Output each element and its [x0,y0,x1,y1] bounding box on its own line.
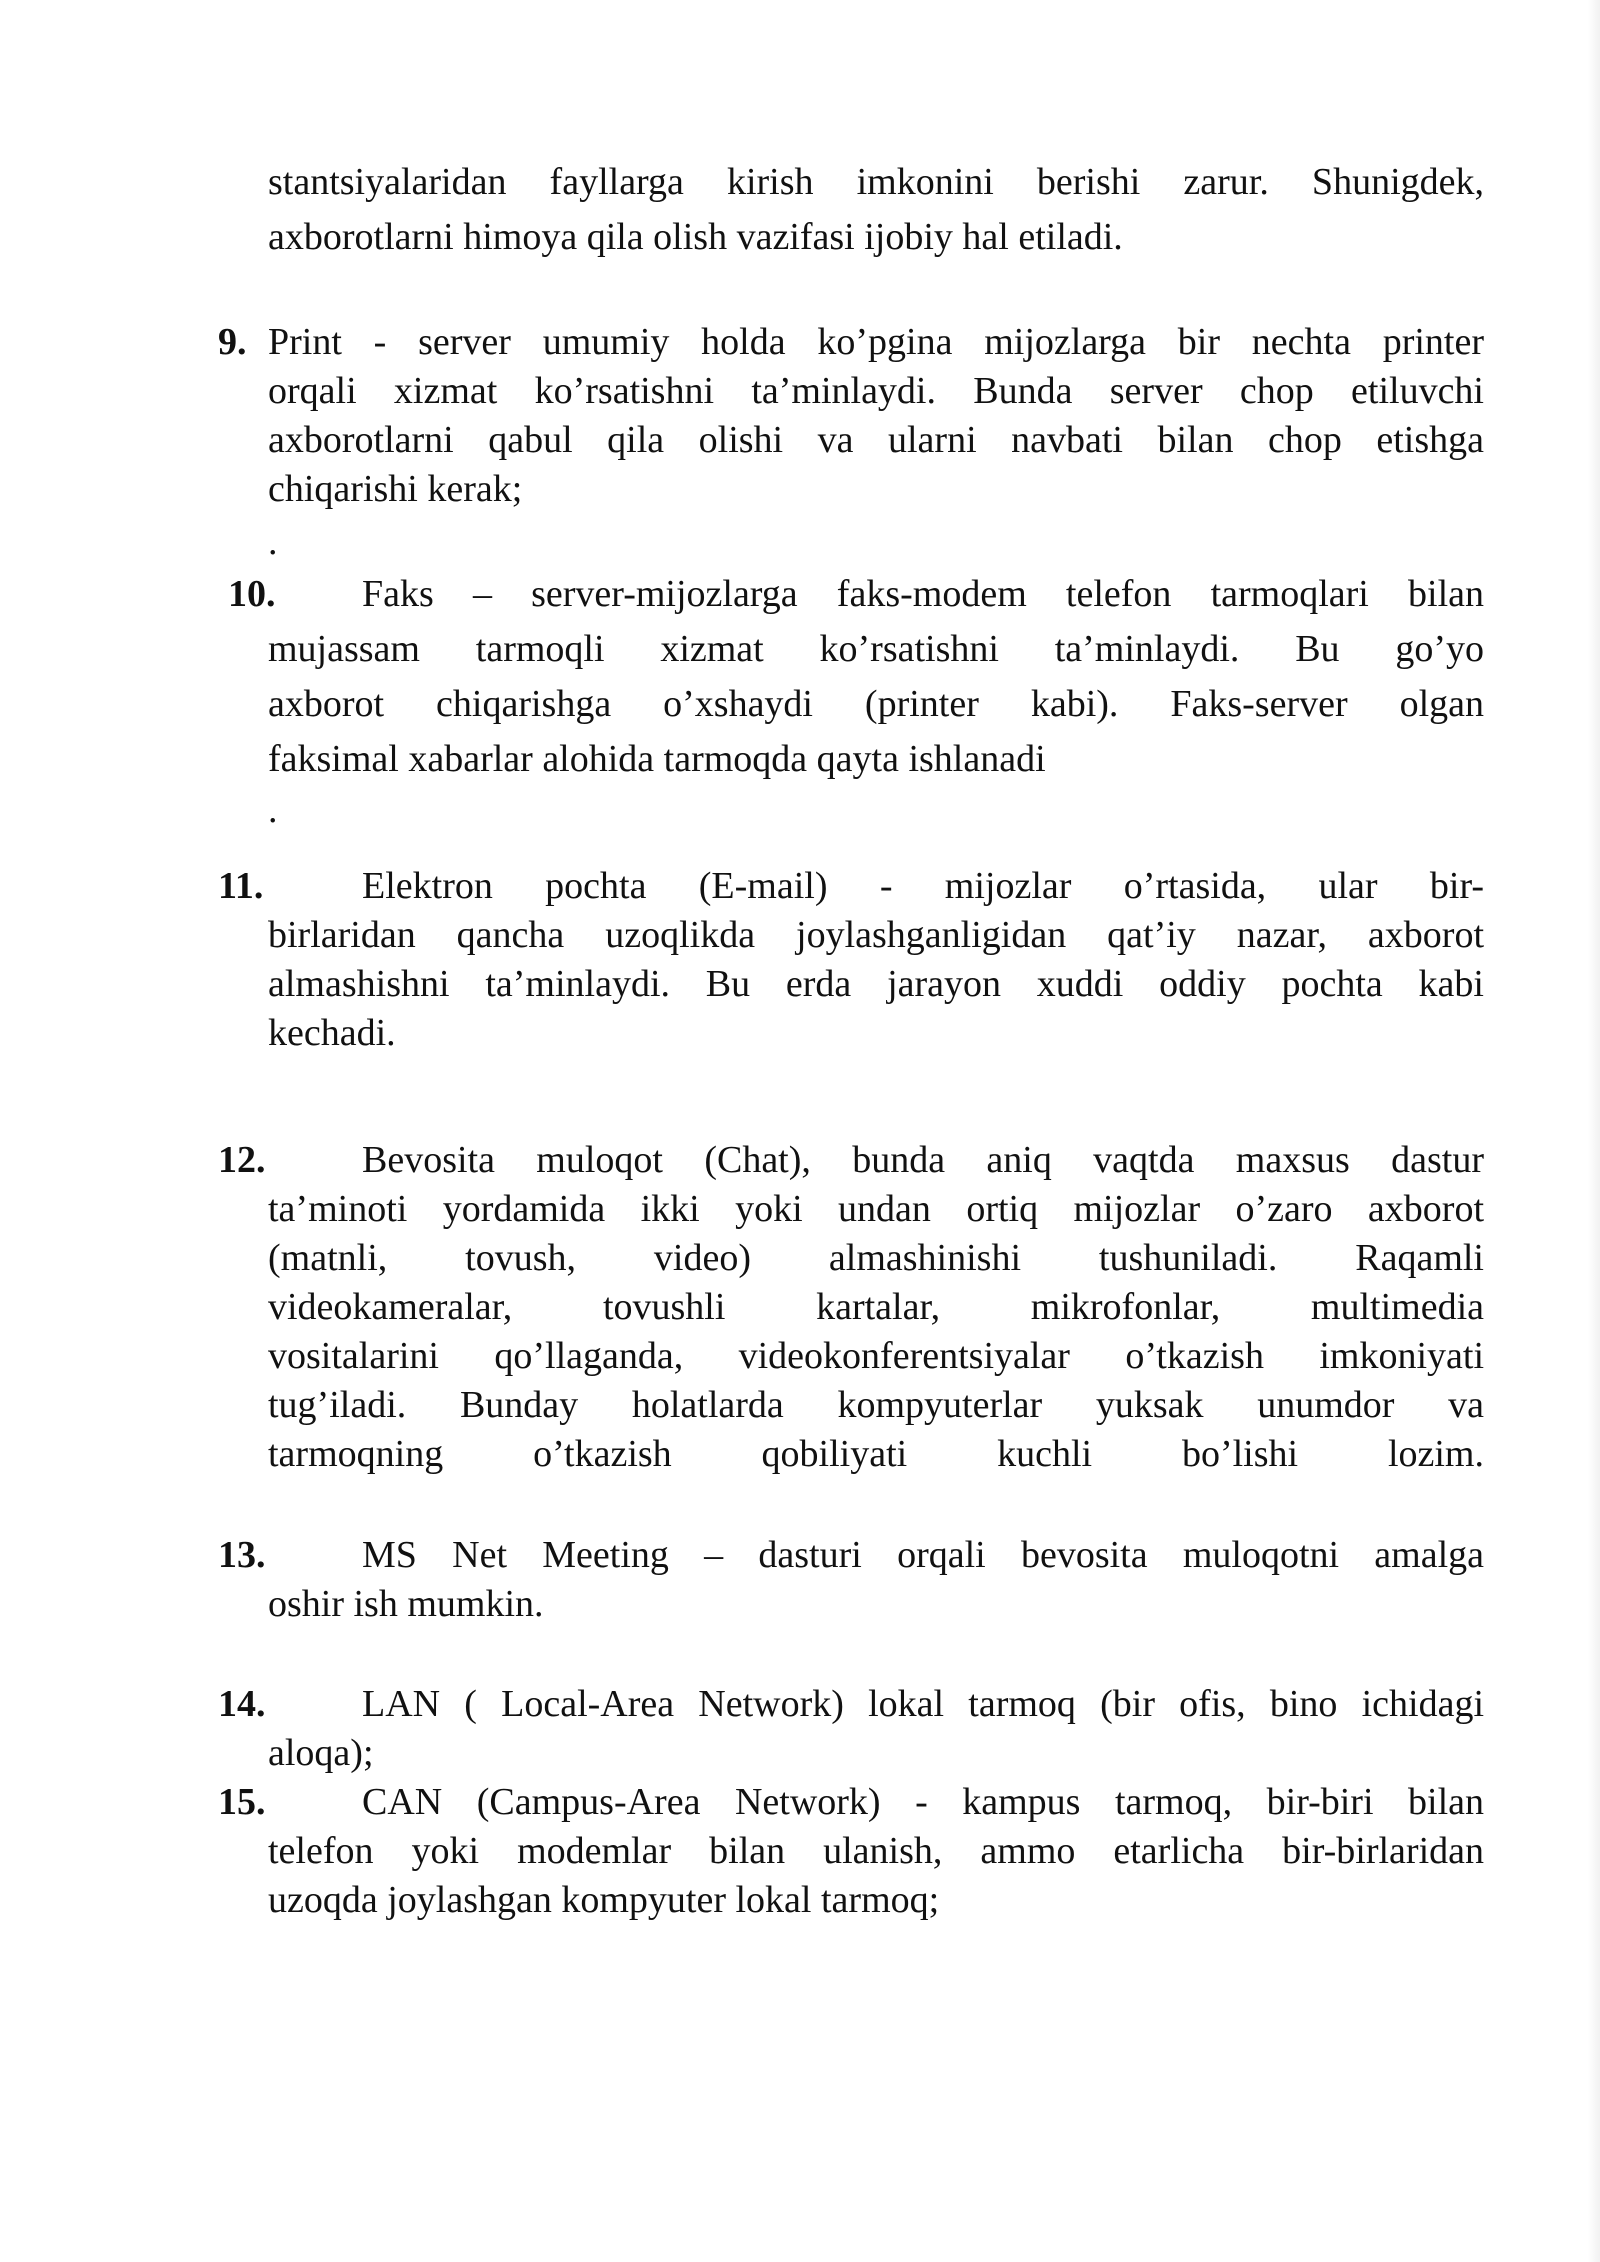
item-9-term: Print - server [268,321,511,363]
item-15-term: CAN [362,1781,443,1823]
item-14-term: LAN [362,1683,441,1725]
item-12-term: Bevosita muloqot (Chat) [362,1139,802,1181]
item-13-term: MS Net Meeting – [362,1534,724,1576]
item-12-line-5: tug’iladi. Bunday holatlarda kompyuterlar yuksak unumdor va [268,1384,1484,1426]
item-12-line-1: ta’minoti yordamida ikki yoki undan ortiq mijozlar o’zaro axborot [268,1188,1484,1230]
item-12-line-4: vositalarini qo’llaganda, videokonferentsiyalar o’tkazish imkoniyati [268,1335,1484,1377]
item-10-dot: . [268,789,278,831]
item-15-line-1: telefon yoki modemlar bilan ulanish, ammo etarlicha bir-birlaridan [268,1830,1484,1872]
item-14-first: ( Local-Area Network) lokal tarmoq (bir ofis, bino ichidagi [464,1683,1484,1725]
item-10-term: Faks – server [362,573,624,615]
item-10-line-2: axborot chiqarishga o’xshaydi (printer kabi). Faks-server olgan [268,683,1484,725]
item-9-number: 9. [218,321,247,363]
item-9-dot: . [268,521,278,563]
page-edge-shadow [1588,0,1600,2262]
item-15-line-2: uzoqda joylashgan kompyuter lokal tarmoq; [268,1879,940,1921]
item-11-heading [362,862,1484,911]
intro-line-2: axborotlarni himoya qila olish vazifasi ijobiy hal etiladi. [268,216,1123,258]
item-13-first: dasturi orqali bevosita muloqotni amalga [758,1534,1485,1576]
item-12-heading [362,1136,1484,1185]
item-13-number: 13. [218,1534,266,1576]
item-13-line-1: oshir ish mumkin. [268,1583,544,1625]
intro-line-1: stantsiyalaridan fayllarga kirish imkonini berishi zarur. Shunigdek, [268,161,1484,203]
item-11-line-1: birlaridan qancha uzoqlikda joylashganligidan qat’iy nazar, axborot [268,914,1484,956]
item-12-line-3: videokameralar, tovushli kartalar, mikrofonlar, multimedia [268,1286,1484,1328]
item-9-line-1: orqali xizmat ko’rsatishni ta’minlaydi. Bunda server chop etiluvchi [268,370,1484,412]
item-14-number: 14. [218,1683,266,1725]
item-12-line-2: (matnli, tovush, video) almashinishi tushuniladi. Raqamli [268,1237,1484,1279]
item-15-first: (Campus-Area Network) - kampus tarmoq, bir-biri bilan [476,1781,1485,1823]
item-12-first: , bunda aniq vaqtda maxsus dastur [801,1139,1485,1181]
item-11-line-3: kechadi. [268,1012,396,1054]
item-9-line-2: axborotlarni qabul qila olishi va ularni navbati bilan chop etishga [268,419,1484,461]
item-9-heading [268,318,1484,367]
item-13-heading [362,1531,1484,1580]
item-10-number: 10. [228,573,276,615]
item-10-line-1: mujassam tarmoqli xizmat ko’rsatishni ta’minlaydi. Bu go’yo [268,628,1484,670]
item-9-line-3: chiqarishi kerak; [268,468,523,510]
item-10-first: -mijozlarga faks-modem telefon tarmoqlari bilan [623,573,1484,615]
item-12-number: 12. [218,1139,266,1181]
item-11-line-2: almashishni ta’minlaydi. Bu erda jarayon xuddi oddiy pochta kabi [268,963,1484,1005]
item-10-heading [362,570,1484,619]
item-14-heading [362,1680,1484,1729]
item-9-first: umumiy holda ko’pgina mijozlarga bir nechta printer [542,321,1484,363]
item-10-line-3: faksimal xabarlar alohida tarmoqda qayta ishlanadi [268,738,1046,780]
item-15-number: 15. [218,1781,266,1823]
item-11-number: 11. [218,865,264,907]
item-11-first: - mijozlar o’rtasida, ular bir- [879,865,1485,907]
item-12-line-6: tarmoqning o’tkazish qobiliyati kuchli bo’lishi lozim. [268,1433,1484,1475]
item-14-line-1: aloqa); [268,1732,374,1774]
item-15-heading [362,1778,1484,1827]
item-11-term: Elektron pochta (E-mail) [362,865,828,907]
